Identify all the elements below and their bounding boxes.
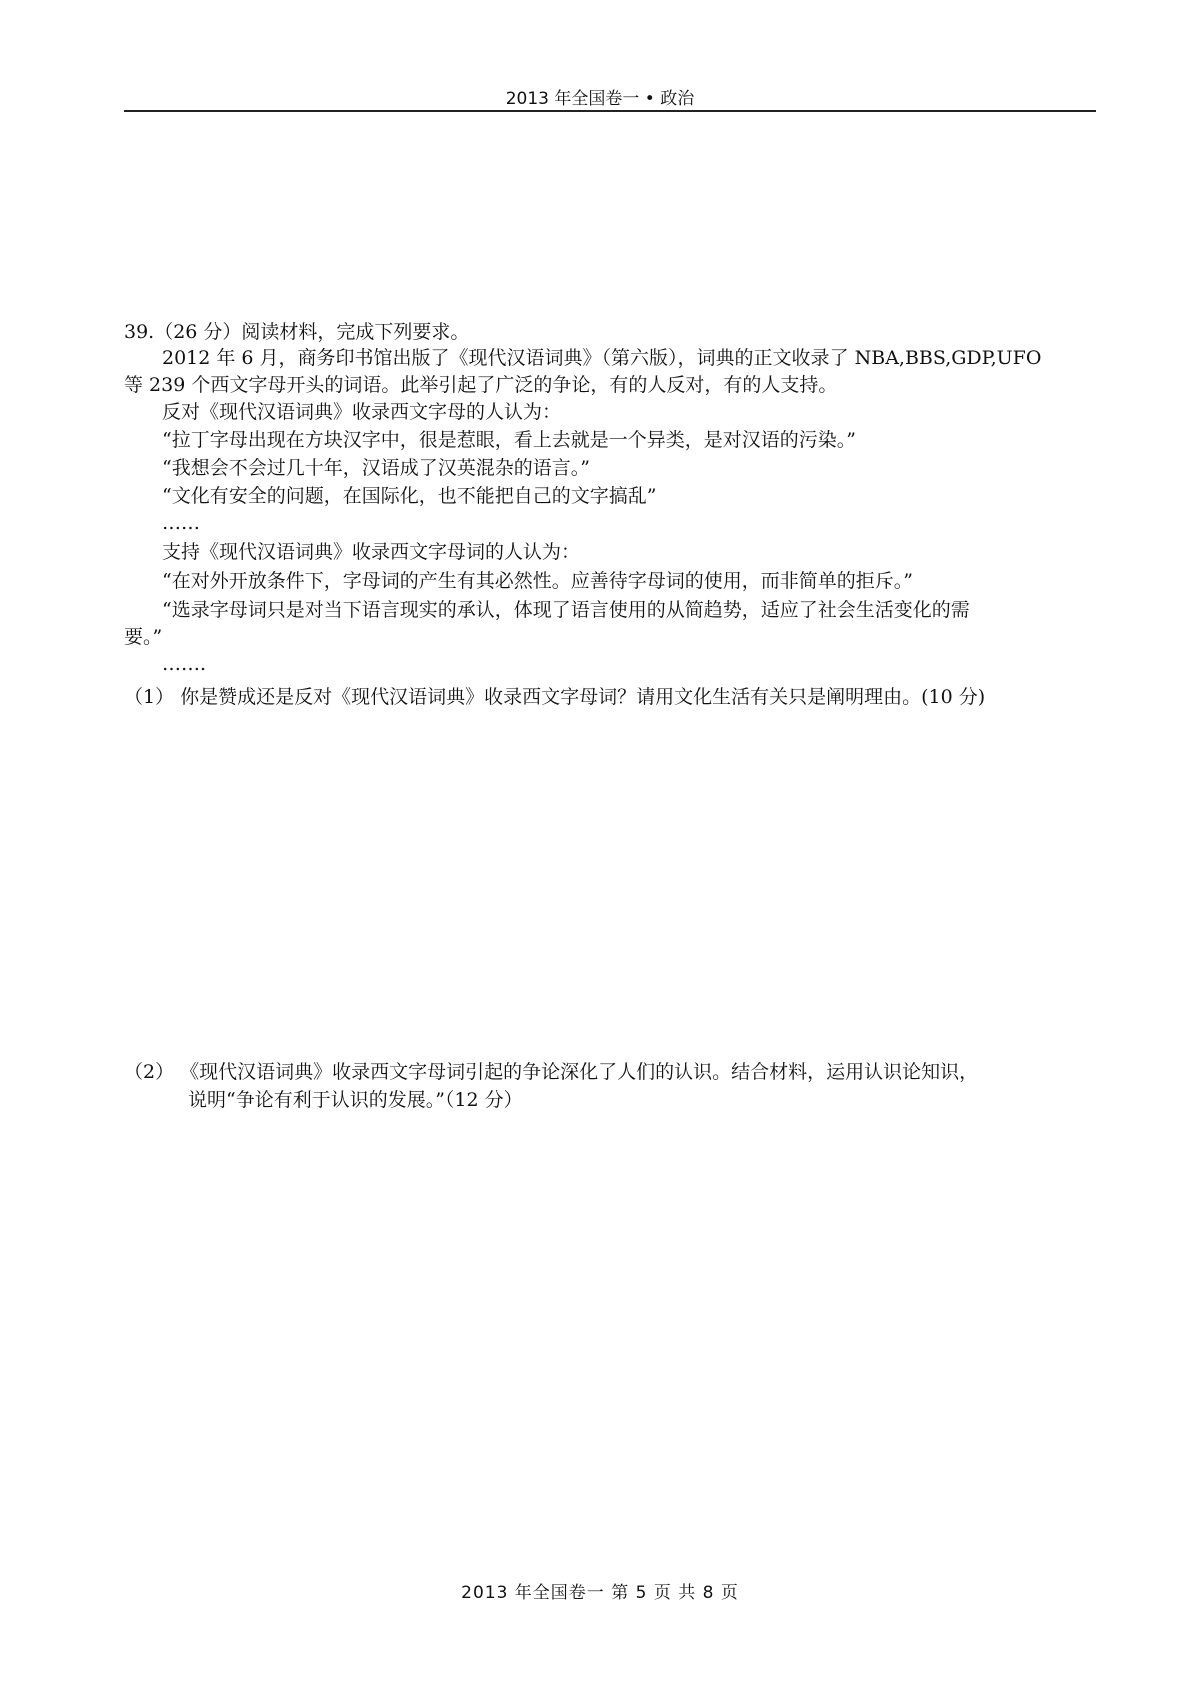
material-line: “选录字母词只是对当下语言现实的承认，体现了语言使用的从简趋势，适应了社会生活变化的需 [162,599,970,621]
material-line: “在对外开放条件下，字母词的产生有其必然性。应善待字母词的使用，而非简单的拒斥。” [162,570,913,592]
sub-question-2-cont: 说明“争论有利于认识的发展。”（12 分） [188,1089,523,1111]
page-footer: 2013 年全国卷一 第 5 页 共 8 页 [461,1583,739,1603]
header-divider [124,110,1096,112]
sub-question-2: （2） 《现代汉语词典》收录西文字母词引起的争论深化了人们的认识。结合材料，运用认识论知识， [124,1061,979,1083]
material-line: ……. [162,653,207,675]
material-line: “拉丁字母出现在方块汉字中，很是惹眼，看上去就是一个异类，是对汉语的污染。” [162,429,856,451]
material-line: 要。” [124,626,163,648]
material-line: “我想会不会过几十年，汉语成了汉英混杂的语言。” [162,457,590,479]
question-heading: 39.（26 分）阅读材料，完成下列要求。 [124,321,470,343]
material-line: 支持《现代汉语词典》收录西文字母词的人认为： [162,541,581,563]
material-line: “文化有安全的问题，在国际化，也不能把自己的文字搞乱” [162,485,657,507]
material-line: …… [162,512,200,534]
sub-question-1: （1） 你是赞成还是反对《现代汉语词典》收录西文字母词？请用文化生活有关只是阐明理由。(10 分) [124,686,986,708]
material-line: 等 239 个西文字母开头的词语。此举引起了广泛的争论，有的人反对，有的人支持。 [124,374,838,396]
material-line: 反对《现代汉语词典》收录西文字母的人认为： [162,401,562,423]
material-line: 2012 年 6 月，商务印书馆出版了《现代汉语词典》（第六版），词典的正文收录了 NBA,BBS,GDP,UFO [162,347,1042,369]
header-title: 2013 年全国卷一 • 政治 [505,89,695,109]
